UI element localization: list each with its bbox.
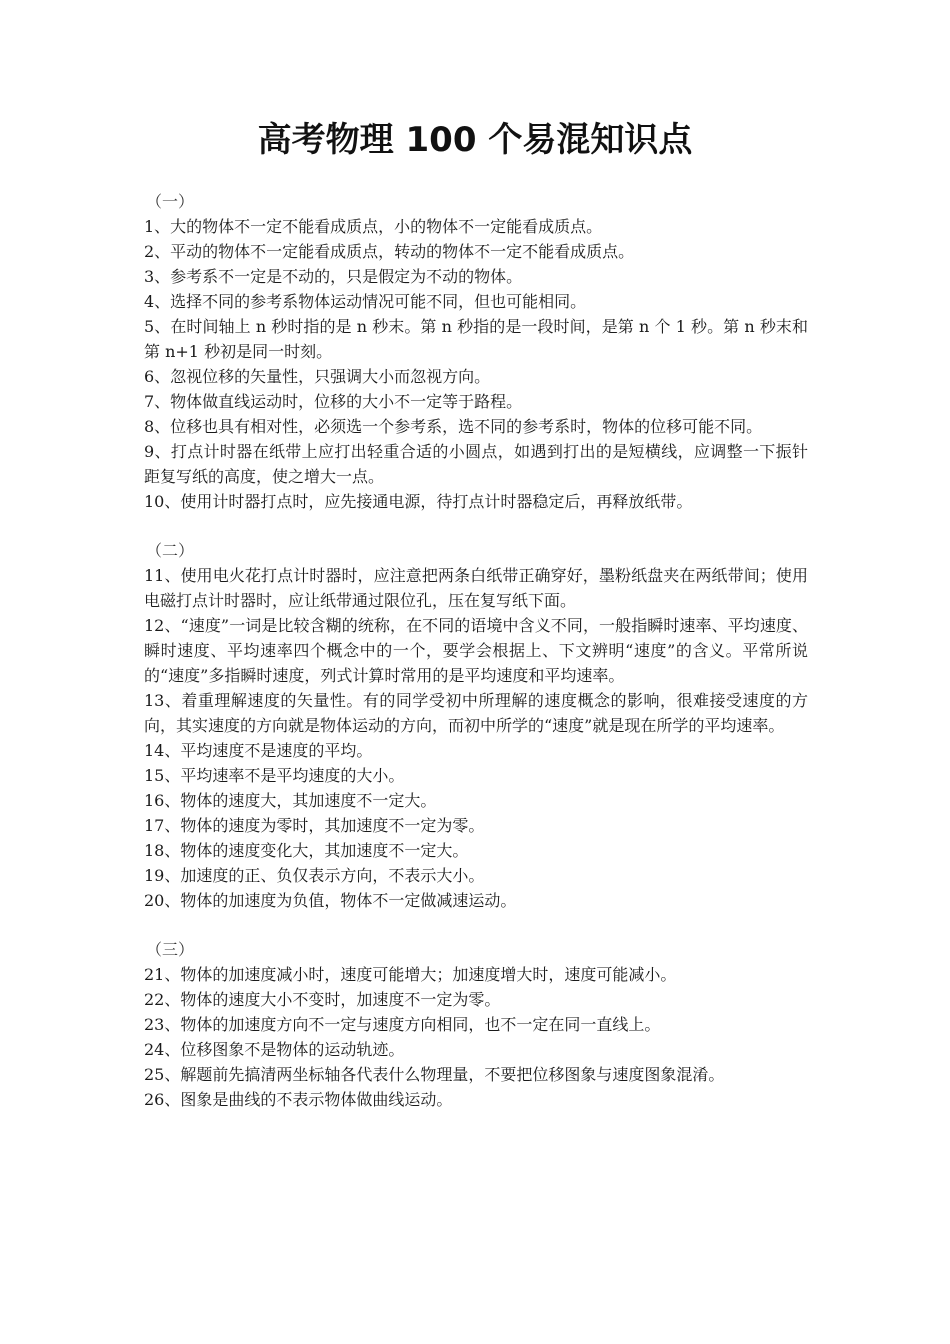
list-item: 3、参考系不一定是不动的，只是假定为不动的物体。 xyxy=(144,267,523,286)
section-1 xyxy=(144,189,808,514)
list-item: 19、加速度的正、负仅表示方向，不表示大小。 xyxy=(144,866,485,885)
list-item: 14、平均速度不是速度的平均。 xyxy=(144,741,373,760)
list-item: 7、物体做直线运动时，位移的大小不一定等于路程。 xyxy=(144,392,523,411)
list-item: 8、位移也具有相对性，必须选一个参考系，选不同的参考系时，物体的位移可能不同。 xyxy=(144,417,763,436)
list-item: 11、使用电火花打点计时器时，应注意把两条白纸带正确穿好，墨粉纸盘夹在两纸带间；使用电磁打点计时器时，应让纸带通过限位孔，压在复写纸下面。 xyxy=(144,566,808,610)
list-item: 9、打点计时器在纸带上应打出轻重合适的小圆点，如遇到打出的是短横线，应调整一下振针距复写纸的高度，使之增大一点。 xyxy=(144,442,808,486)
list-item: 13、着重理解速度的矢量性。有的同学受初中所理解的速度概念的影响，很难接受速度的方向，其实速度的方向就是物体运动的方向，而初中所学的“速度”就是现在所学的平均速率。 xyxy=(144,691,808,735)
list-item: 20、物体的加速度为负值，物体不一定做减速运动。 xyxy=(144,891,517,910)
section-heading: （三） xyxy=(146,940,195,959)
section-2 xyxy=(144,538,808,913)
section-3 xyxy=(144,937,808,1112)
list-item: 25、解题前先搞清两坐标轴各代表什么物理量，不要把位移图象与速度图象混淆。 xyxy=(144,1065,725,1084)
list-item: 18、物体的速度变化大，其加速度不一定大。 xyxy=(144,841,469,860)
document-body xyxy=(144,189,808,1136)
list-item: 1、大的物体不一定不能看成质点，小的物体不一定能看成质点。 xyxy=(144,217,603,236)
list-item: 5、在时间轴上 n 秒时指的是 n 秒末。第 n 秒指的是一段时间，是第 n 个 1 秒。第 n 秒末和第 n+1 秒初是同一时刻。 xyxy=(144,317,808,361)
list-item: 26、图象是曲线的不表示物体做曲线运动。 xyxy=(144,1090,453,1109)
list-item: 6、忽视位移的矢量性，只强调大小而忽视方向。 xyxy=(144,367,491,386)
section-heading: （二） xyxy=(146,541,195,560)
list-item: 24、位移图象不是物体的运动轨迹。 xyxy=(144,1040,405,1059)
list-item: 23、物体的加速度方向不一定与速度方向相同，也不一定在同一直线上。 xyxy=(144,1015,661,1034)
list-item: 16、物体的速度大，其加速度不一定大。 xyxy=(144,791,437,810)
list-item: 2、平动的物体不一定能看成质点，转动的物体不一定不能看成质点。 xyxy=(144,242,635,261)
list-item: 17、物体的速度为零时，其加速度不一定为零。 xyxy=(144,816,485,835)
list-item: 15、平均速率不是平均速度的大小。 xyxy=(144,766,405,785)
list-item: 12、“速度”一词是比较含糊的统称，在不同的语境中含义不同，一般指瞬时速率、平均速度、瞬时速度、平均速率四个概念中的一个，要学会根据上、下文辨明“速度”的含义。平常所说的“速度”多指瞬时速度，列式计算时常用的是平均速度和平均速率。 xyxy=(144,616,808,685)
list-item: 10、使用计时器打点时，应先接通电源，待打点计时器稳定后，再释放纸带。 xyxy=(144,492,693,511)
list-item: 4、选择不同的参考系物体运动情况可能不同，但也可能相同。 xyxy=(144,292,587,311)
page-title: 高考物理 100 个易混知识点 xyxy=(257,120,693,160)
list-item: 22、物体的速度大小不变时，加速度不一定为零。 xyxy=(144,990,501,1009)
list-item: 21、物体的加速度减小时，速度可能增大；加速度增大时，速度可能减小。 xyxy=(144,965,677,984)
section-heading: （一） xyxy=(146,192,195,211)
